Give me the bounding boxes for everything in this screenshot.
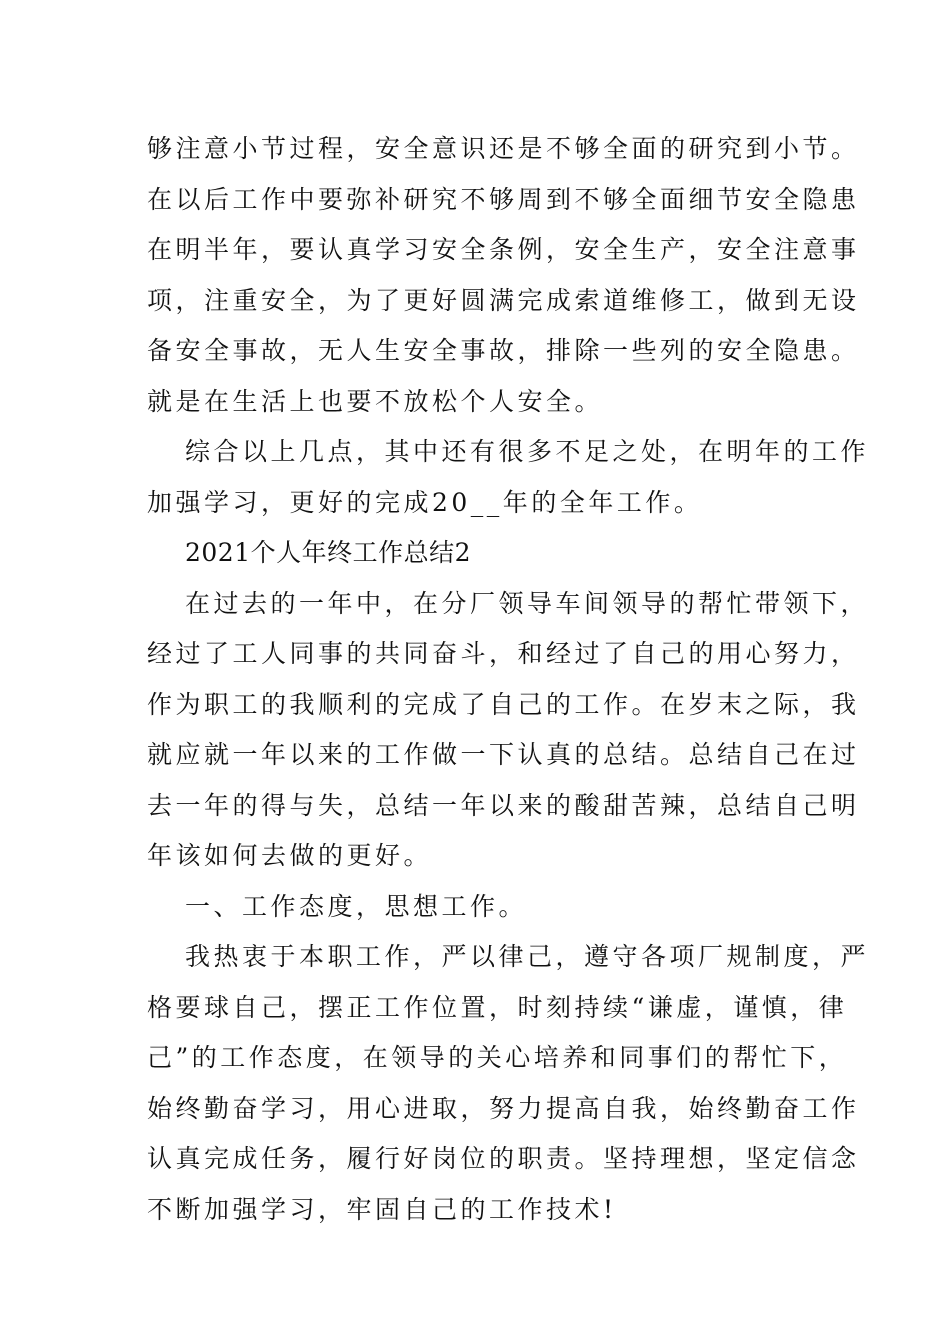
text-line: 就应就一年以来的工作做一下认真的总结。总结自己在过 — [147, 740, 860, 769]
text-line: 就是在生活上也要不放松个人安全。 — [147, 386, 604, 416]
text-line: 够注意小节过程，安全意识还是不够全面的研究到小节。 — [147, 134, 860, 163]
text-line: 经过了工人同事的共同奋斗，和经过了自己的用心努力， — [147, 639, 860, 668]
text-line: 认真完成任务，履行好岗位的职责。坚持理想，坚定信念 — [147, 1144, 860, 1173]
section-title: 2021个人年终工作总结2 — [185, 538, 472, 567]
subsection-heading: 一、工作态度，思想工作。 — [185, 891, 528, 921]
text-line: 己”的工作态度，在领导的关心培养和同事们的帮忙下， — [147, 1043, 848, 1072]
paragraph-first-line: 在过去的一年中，在分厂领导车间领导的帮忙带领下， — [185, 588, 870, 618]
text-line: 年该如何去做的更好。 — [147, 841, 433, 870]
text-line: 加强学习，更好的完成20__年的全年工作。 — [147, 487, 703, 517]
text-line: 始终勤奋学习，用心进取，努力提高自我，始终勤奋工作 — [147, 1093, 860, 1123]
text-line: 不断加强学习，牢固自己的工作技术! — [147, 1194, 617, 1224]
text-line: 备安全事故，无人生安全事故，排除一些列的安全隐患。 — [147, 336, 860, 365]
text-line: 格要球自己，摆正工作位置，时刻持续“谦虚，谨慎，律 — [147, 992, 848, 1022]
paragraph-first-line: 我热衷于本职工作，严以律己，遵守各项厂规制度，严 — [185, 942, 870, 971]
text-line: 在明半年，要认真学习安全条例，安全生产，安全注意事 — [147, 235, 860, 264]
text-line: 项，注重安全，为了更好圆满完成索道维修工，做到无设 — [147, 285, 860, 315]
paragraph-first-line: 综合以上几点，其中还有很多不足之处，在明年的工作 — [185, 437, 870, 466]
document-body — [147, 124, 870, 1235]
text-line: 去一年的得与失，总结一年以来的酸甜苦辣，总结自己明 — [147, 790, 860, 820]
text-line: 作为职工的我顺利的完成了自己的工作。在岁末之际，我 — [147, 689, 860, 719]
text-line: 在以后工作中要弥补研究不够周到不够全面细节安全隐患 — [147, 184, 860, 214]
